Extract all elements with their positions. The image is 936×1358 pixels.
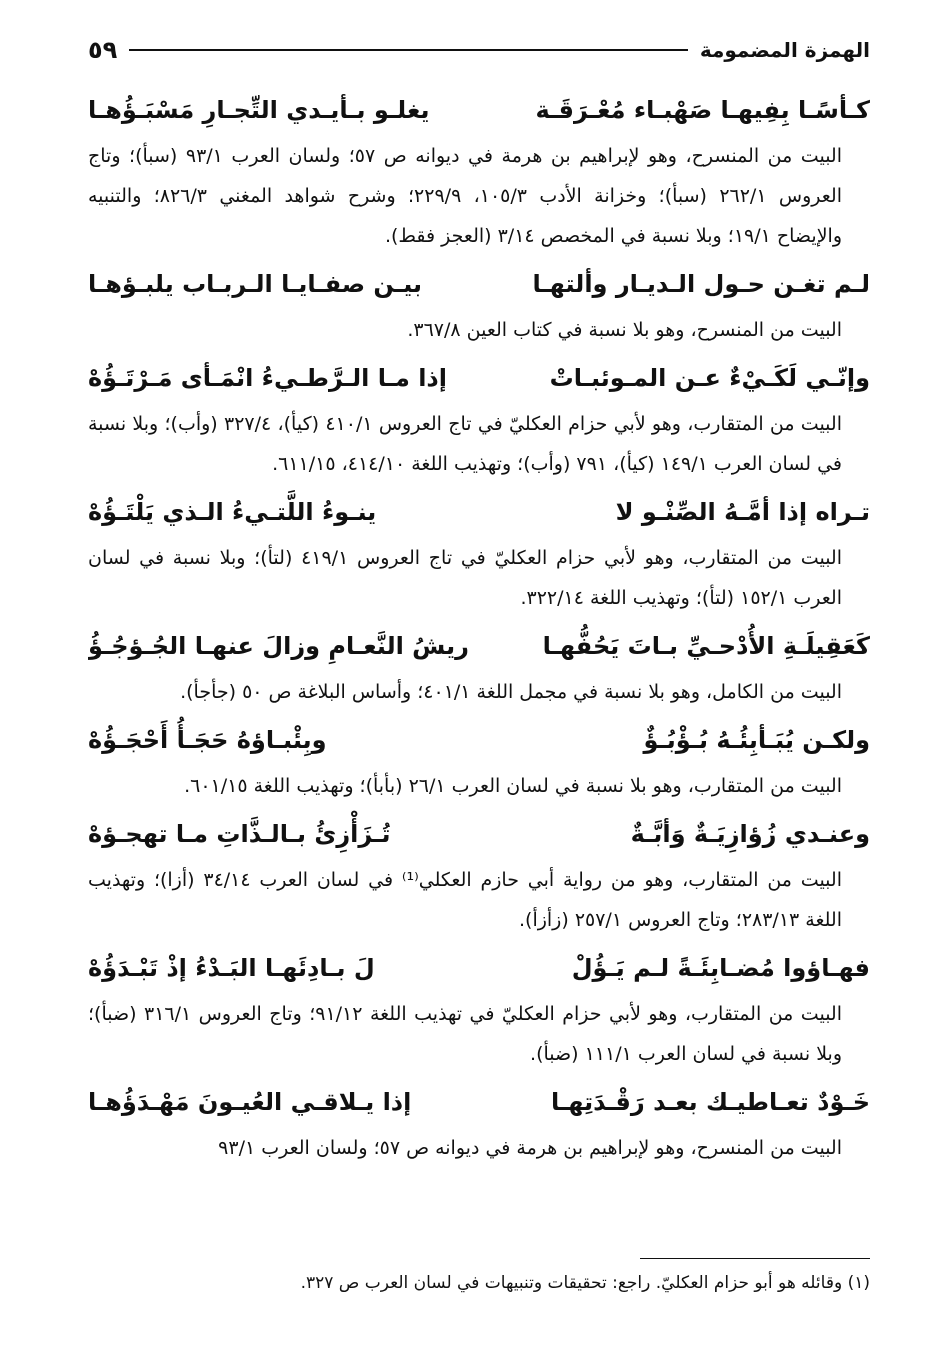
verse-hemistich-second: وبِئْبـاؤهُ حَجَـأُ أَحْجَـؤُهْ — [88, 726, 327, 754]
verse-line — [88, 714, 870, 766]
verse-hemistich-first: كَعَقِيلَـةِ الأُدْحـيِّ بـاتَ يَحُفُّهـا — [542, 632, 870, 660]
verse-line — [88, 258, 870, 310]
verse-hemistich-first: وعنـدي زُؤازِيَـةٌ وَأبَّـةٌ — [630, 820, 870, 848]
verse-hemistich-first: تـراه إذا أمَّـهُ الصِّنْـو لا — [615, 498, 870, 526]
verse-commentary: البيت من المتقارب، وهو لأبي حزام العكليّ في تهذيب اللغة ٩١/١٢؛ وتاج العروس ٣١٦/١ (ضبأ)؛ وبلا نسبة في لسان العرب ١١١/١ (ضبأ). — [88, 1003, 842, 1065]
footnote-separator — [640, 1258, 870, 1259]
verse-hemistich-first: فهـاؤوا مُضـابِئَـةً لـم يَـؤُلْ — [571, 954, 870, 982]
verse-hemistich-second: ينـوءُ اللَّتـيءُ الـذي يَلْتَـؤُهْ — [88, 498, 377, 526]
verse-hemistich-first: لـم تغـن حـول الـديـار وألتهـا — [532, 270, 870, 298]
verse-hemistich-first: وإنّـي لَكَـيْءٌ عـن المـوئبـاتْ — [549, 364, 870, 392]
verse-line — [88, 84, 870, 136]
verse-hemistich-second: تُـزَأْزِئُ بـالـذَّاتِ مـا تهجـؤهْ — [88, 820, 391, 848]
verse-line — [88, 1076, 870, 1128]
verse-commentary: البيت من المنسرح، وهو لإبراهيم بن هرمة في ديوانه ص ٥٧؛ ولسان العرب ٩٣/١ (سبأ)؛ وتاج العروس ٢٦٢/١ (سبأ)؛ وخزانة الأدب ١٠٥/٣، ٢٢٩/٩؛ وشرح شواهد المغني ٨٢٦/٣؛ والتنبيه والإيضاح ١٩/١؛ وبلا نسبة في المخصص ٣/١٤ (العجز فقط). — [88, 145, 842, 247]
page-content — [88, 84, 870, 1170]
verse-line — [88, 352, 870, 404]
running-title: الهمزة المضمومة — [699, 38, 870, 62]
verse-commentary: البيت من المتقارب، وهو من رواية أبي حازم العكلي⁽¹⁾ في لسان العرب ٣٤/١٤ (أزا)؛ وتهذيب اللغة ٢٨٣/١٣؛ وتاج العروس ٢٥٧/١ (زأزأ). — [88, 869, 842, 931]
verse-line — [88, 808, 870, 860]
verse-hemistich-second: إذا يـلاقـي العُيـونَ مَهْـدَؤُهـا — [88, 1088, 412, 1116]
header-rule — [129, 49, 688, 51]
verse-line — [88, 942, 870, 994]
page-number: ٥٩ — [88, 36, 118, 64]
verse-hemistich-first: ولكـن يُبَـأبِئُـهُ بُـؤْبُـؤٌ — [643, 726, 870, 754]
verse-commentary: البيت من الكامل، وهو بلا نسبة في مجمل اللغة ٤٠١/١؛ وأساس البلاغة ص ٥٠ (جأجأ). — [180, 681, 842, 703]
verse-commentary: البيت من المنسرح، وهو لإبراهيم بن هرمة في ديوانه ص ٥٧؛ ولسان العرب ٩٣/١ — [218, 1137, 842, 1159]
verse-commentary: البيت من المتقارب، وهو بلا نسبة في لسان العرب ٢٦/١ (بأبأ)؛ وتهذيب اللغة ٦٠١/١٥. — [184, 775, 842, 797]
verse-hemistich-first: خَـوْدٌ تعـاطيـك بعـد رَقْـدَتِهـا — [551, 1088, 870, 1116]
footnote: (١) وقائله هو أبو حزام العكليّ. راجع: تحقيقات وتنبيهات في لسان العرب ص ٣٢٧. — [300, 1273, 870, 1293]
page-header — [88, 30, 870, 70]
verse-hemistich-second: يغلـو بـأيـدي التِّجـارِ مَسْبَـؤُهـا — [88, 96, 430, 124]
verse-commentary: البيت من المنسرح، وهو بلا نسبة في كتاب العين ٣٦٧/٨. — [407, 319, 842, 341]
verse-line — [88, 486, 870, 538]
verse-commentary: البيت من المتقارب، وهو لأبي حزام العكليّ في تاج العروس ٤١٩/١ (لتأ)؛ وبلا نسبة في لسان العرب ١٥٢/١ (لتأ)؛ وتهذيب اللغة ٣٢٢/١٤. — [88, 547, 842, 609]
verse-hemistich-second: ريشُ النَّعـامِ وزالَ عنهـا الجُـؤجُـؤُ — [88, 632, 469, 660]
verse-hemistich-first: كـأسًـا بِفِيهـا صَهْبـاء مُعْـرَقَـة — [535, 96, 870, 124]
verse-line — [88, 620, 870, 672]
verse-hemistich-second: لَ بـادِئَهـا البَـدْءُ إذْ تَبْـدَؤُهْ — [88, 954, 375, 982]
verse-hemistich-second: إذا مـا الـرَّطـيءُ انْمَـأى مَـرْتَـؤُهْ — [88, 364, 447, 392]
verse-commentary: البيت من المتقارب، وهو لأبي حزام العكليّ في تاج العروس ٤١٠/١ (كيأ)، ٣٢٧/٤ (وأب)؛ وبلا نسبة في لسان العرب ١٤٩/١ (كيأ)، ٧٩١ (وأب)؛ وتهذيب اللغة ٤١٤/١٠، ٦١١/١٥. — [88, 413, 842, 475]
verse-hemistich-second: بيـن صفـايـا الـربـاب يلبـؤهـا — [88, 270, 423, 298]
